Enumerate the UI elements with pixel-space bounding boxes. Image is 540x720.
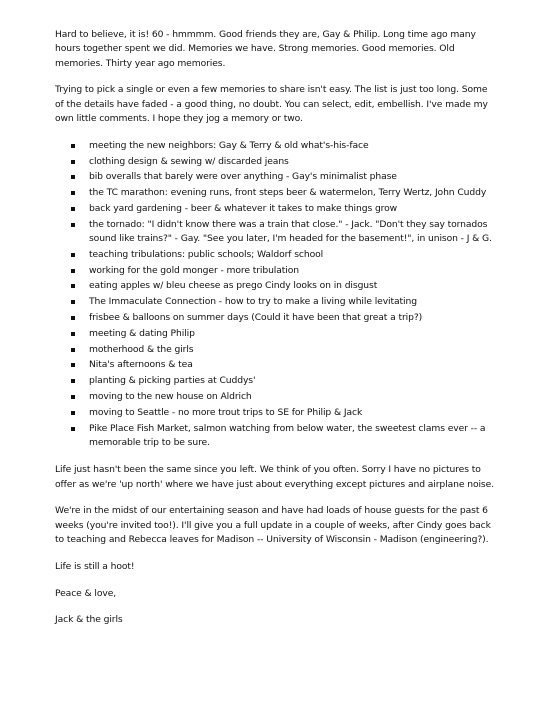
list-item-text: teaching tribulations: public schools; Waldorf school (89, 248, 324, 260)
bullet-icon (71, 269, 75, 273)
list-item-text: the tornado: "I didn't know there was a train that close." - Jack. "Don't they say tornados sound like trains?" - Gay. "See you later, I'm headed for the basement!", in unison - J & G. (89, 218, 492, 245)
letter-page (55, 28, 495, 640)
list-item (55, 264, 495, 278)
context-paragraph: Trying to pick a single or even a few memories to share isn't easy. The list is just too long. Some of the details have faded - a good thing, no doubt. You can select, edit, embellish. I've made my own little comments. I hope they jog a memory or two. (55, 84, 488, 124)
update-paragraph: We're in the midst of our entertaining season and have had loads of house guests for the past 6 weeks (you're invited too!). I'll give you a full update in a couple of weeks, after Cindy goes back to teaching and Rebecca leaves for Madison -- University of Wisconsin - Madison (engineering?). (55, 505, 491, 545)
list-item-text: the TC marathon: evening runs, front steps beer & watermelon, Terry Wertz, John Cuddy (89, 187, 487, 199)
list-item (55, 374, 495, 388)
bullet-icon (71, 175, 75, 179)
list-item (55, 390, 495, 404)
bullet-icon (71, 395, 75, 399)
list-item (55, 422, 495, 451)
bullet-icon (71, 253, 75, 257)
list-item-text: meeting & dating Philip (89, 327, 195, 339)
list-item (55, 358, 495, 372)
bullet-icon (71, 363, 75, 367)
list-item (55, 343, 495, 357)
hoot-line: Life is still a hoot! (55, 560, 135, 572)
bullet-icon (71, 332, 75, 336)
list-item (55, 139, 495, 153)
list-item-text: moving to Seattle - no more trout trips to SE for Philip & Jack (89, 406, 363, 418)
bullet-icon (71, 427, 75, 431)
list-item-text: planting & picking parties at Cuddys' (89, 375, 256, 387)
list-item (55, 248, 495, 262)
missing-paragraph: Life just hasn't been the same since you left. We think of you often. Sorry I have no pictures to offer as we're 'up north' where we have just about everything except pictures and airplane noise. (55, 464, 494, 490)
list-item-text: back yard gardening - beer & whatever it takes to make things grow (89, 202, 398, 214)
bullet-icon (71, 316, 75, 320)
list-item-text: The Immaculate Connection - how to try to make a living while levitating (89, 296, 417, 308)
list-item-text: motherhood & the girls (89, 343, 194, 355)
list-item-text: frisbee & balloons on summer days (Could it have been that great a trip?) (89, 312, 423, 324)
bullet-icon (71, 379, 75, 383)
list-item-text: eating apples w/ bleu cheese as prego Cindy looks on in disgust (89, 280, 378, 292)
memories-list (55, 139, 495, 450)
list-item (55, 406, 495, 420)
bullet-icon (71, 300, 75, 304)
list-item (55, 279, 495, 293)
list-item-text: bib overalls that barely were over anything - Gay's minimalist phase (89, 171, 397, 183)
list-item (55, 170, 495, 184)
list-item (55, 295, 495, 309)
list-item (55, 202, 495, 216)
signature-line: Jack & the girls (55, 614, 123, 626)
list-item-text: Pike Place Fish Market, salmon watching from below water, the sweetest clams ever -- a memorable trip to be sure. (89, 422, 486, 448)
bullet-icon (71, 144, 75, 148)
list-item-text: meeting the new neighbors: Gay & Terry & old what's-his-face (89, 139, 369, 151)
closing-line: Peace & love, (55, 587, 117, 599)
bullet-icon (71, 223, 75, 227)
list-item-text: moving to the new house on Aldrich (89, 391, 252, 403)
intro-paragraph: Hard to believe, it is! 60 - hmmmm. Good friends they are, Gay & Philip. Long time ago many hours together spent we did. Memories we have. Strong memories. Good memories. Old memories. Thirty year ago memories. (55, 29, 476, 69)
bullet-icon (71, 160, 75, 164)
list-item-text: clothing design & sewing w/ discarded jeans (89, 155, 289, 167)
list-item (55, 311, 495, 325)
list-item (55, 218, 495, 247)
list-item (55, 327, 495, 341)
bullet-icon (71, 348, 75, 352)
list-item (55, 155, 495, 169)
bullet-icon (71, 191, 75, 195)
list-item-text: Nita's afternoons & tea (89, 359, 193, 371)
bullet-icon (71, 207, 75, 211)
list-item-text: working for the gold monger - more tribulation (89, 264, 299, 276)
bullet-icon (71, 284, 75, 288)
list-item (55, 186, 495, 200)
bullet-icon (71, 411, 75, 415)
